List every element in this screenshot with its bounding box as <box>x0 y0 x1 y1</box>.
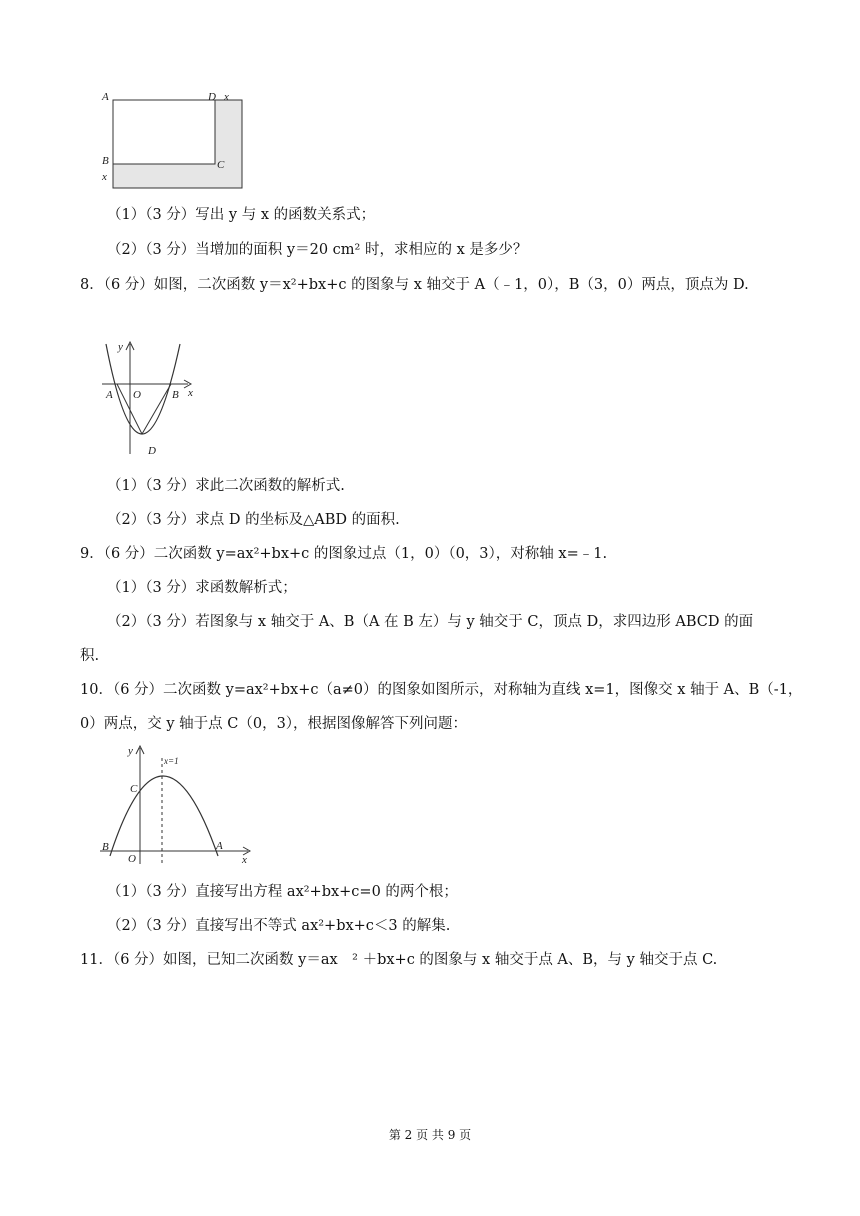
label-y: y <box>128 745 133 757</box>
q10-stem-line1: 10．（6 分）二次函数 y=ax²+bx+c（a≠0）的图象如图所示，对称轴为直线 x=1，图像交 x 轴于 A、B（-1， <box>80 682 803 698</box>
label-a: A <box>216 840 223 852</box>
label-x-top: x <box>224 91 229 103</box>
q10-stem-line2: 0）两点，交 y 轴于点 C（0，3），根据图像解答下列问题： <box>80 716 468 732</box>
q9-stem: 9．（6 分）二次函数 y=ax²+bx+c 的图象过点（1，0）（0，3），对称轴 x=﹣1. <box>80 546 608 562</box>
label-b: B <box>102 841 109 853</box>
q11-stem: 11．（6 分）如图，已知二次函数 y＝ax ² ＋bx+c 的图象与 x 轴交于点 A、B，与 y 轴交于点 C. <box>80 952 718 968</box>
q9-part2-line1: （2）（3 分）若图象与 x 轴交于 A、B（A 在 B 左）与 y 轴交于 C，顶点 D，求四边形 ABCD 的面 <box>107 614 754 630</box>
label-d: D <box>208 91 216 103</box>
label-x: x <box>188 387 193 399</box>
label-x-left: x <box>102 171 107 183</box>
q8-stem: 8．（6 分）如图，二次函数 y＝x²+bx+c 的图象与 x 轴交于 A（﹣1，0），B（3，0）两点，顶点为 D. <box>80 277 749 293</box>
label-a: A <box>106 389 113 401</box>
parabola-figure-q10 <box>96 742 256 866</box>
label-o: O <box>133 389 141 401</box>
label-b: B <box>102 155 109 167</box>
rectangle-figure <box>96 88 252 192</box>
label-c: C <box>130 783 138 795</box>
label-a: A <box>102 91 109 103</box>
label-o: O <box>128 853 136 865</box>
page-footer: 第 2 页 共 9 页 <box>388 1128 472 1142</box>
label-x: x <box>242 854 247 866</box>
q9-part2-line2: 积. <box>80 648 100 664</box>
label-c: C <box>217 159 225 171</box>
q9-part1: （1）（3 分）求函数解析式； <box>107 580 297 596</box>
label-b: B <box>172 389 179 401</box>
label-axis: x=1 <box>164 756 179 766</box>
label-y: y <box>118 341 123 353</box>
q10-part2: （2）（3 分）直接写出不等式 ax²+bx+c＜3 的解集. <box>107 918 451 934</box>
q7-part2: （2）（3 分）当增加的面积 y＝20 cm² 时，求相应的 x 是多少？ <box>107 242 528 258</box>
q10-part1: （1）（3 分）直接写出方程 ax²+bx+c=0 的两个根； <box>107 884 458 900</box>
label-d: D <box>148 445 156 457</box>
parabola-figure-q8 <box>96 338 206 460</box>
q8-part2: （2）（3 分）求点 D 的坐标及△ABD 的面积. <box>107 512 400 528</box>
q7-part1: （1）（3 分）写出 y 与 x 的函数关系式； <box>107 207 376 223</box>
q8-part1: （1）（3 分）求此二次函数的解析式. <box>107 478 345 494</box>
